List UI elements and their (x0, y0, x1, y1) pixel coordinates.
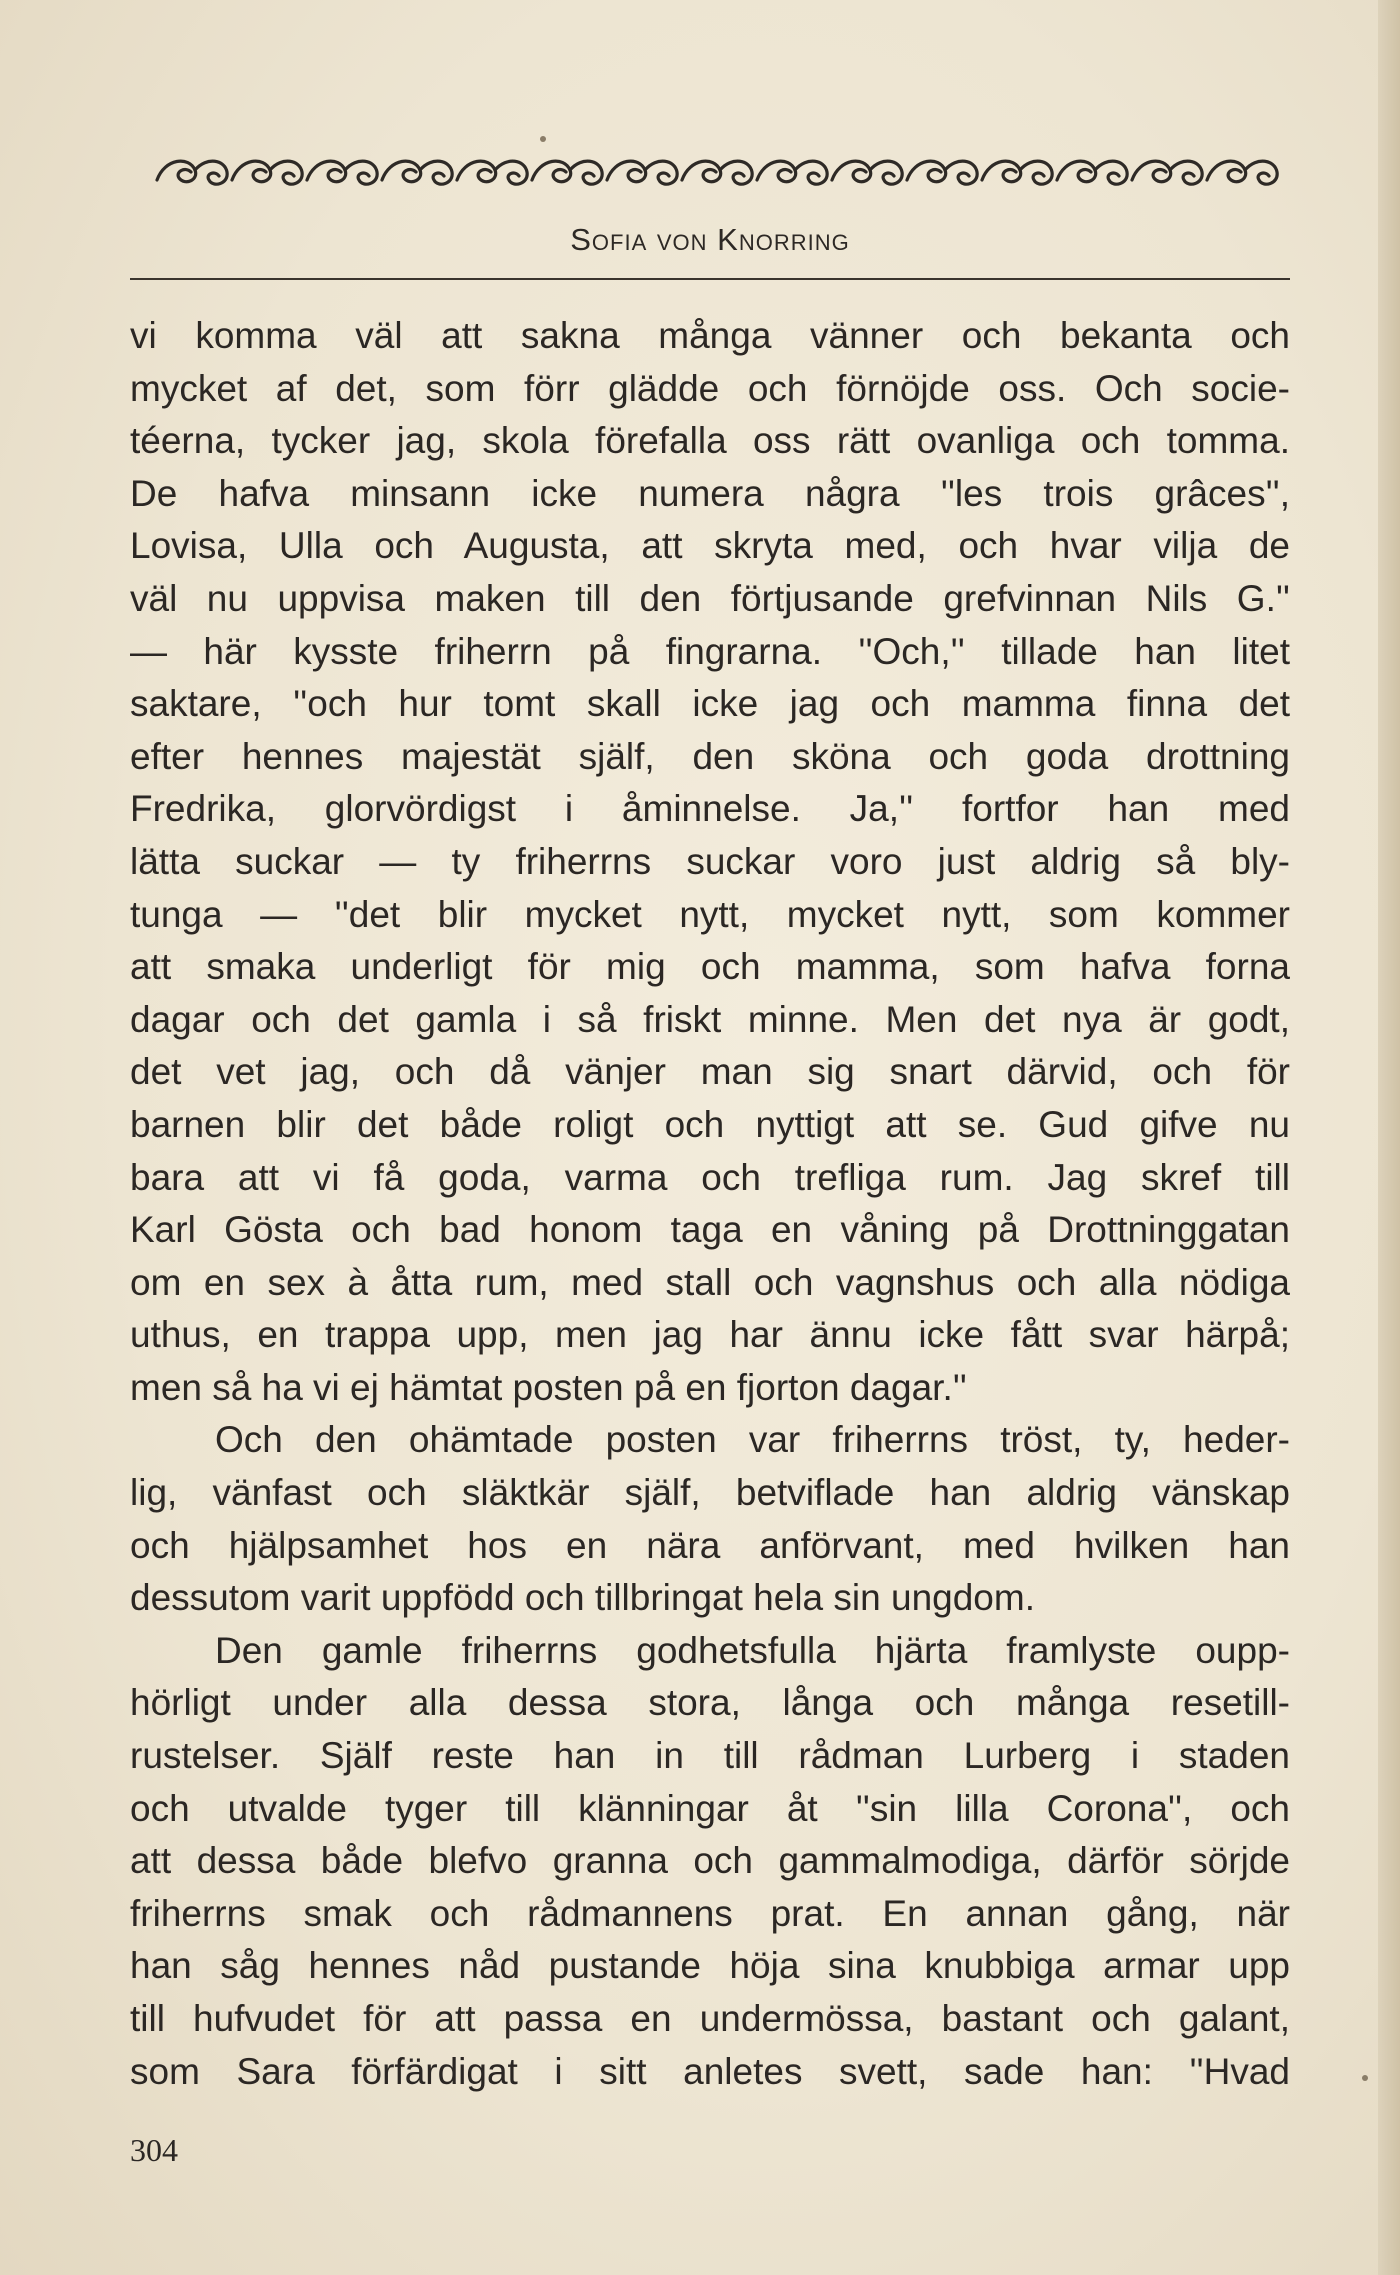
text-line: uthus, en trappa upp, men jag har ännu icke fått svar härpå; (130, 1314, 1290, 1356)
text-line: rustelser. Själf reste han in till rådman Lurberg i staden (130, 1735, 1290, 1777)
text-line: lig, vänfast och släktkär själf, betviflade han aldrig vänskap (130, 1472, 1290, 1514)
text-line: Och den ohämtade posten var friherrns tröst, ty, heder- (215, 1419, 1290, 1461)
text-line: Den gamle friherrns godhetsfulla hjärta framlyste oupp- (215, 1629, 1290, 1671)
text-line: till hufvudet för att passa en undermössa, bastant och galant, (130, 1998, 1290, 2039)
running-head: Sofia von Knorring (570, 222, 850, 257)
text-line: téerna, tycker jag, skola förefalla oss rätt ovanliga och tomma. (130, 420, 1290, 462)
page-edge-shadow (1378, 0, 1400, 2275)
text-line: barnen blir det både roligt och nyttigt att se. Gud gifve nu (130, 1103, 1290, 1145)
text-line: som Sara förfärdigat i sitt anletes svett, sade han: ''Hvad (130, 2050, 1290, 2092)
ink-speck (540, 136, 546, 142)
page-number: 304 (130, 2132, 178, 2168)
text-line: tunga — ''det blir mycket nytt, mycket nytt, som kommer (130, 893, 1290, 935)
text-line: lätta suckar — ty friherrns suckar voro just aldrig så bly- (130, 840, 1290, 882)
text-line: väl nu uppvisa maken till den förtjusande grefvinnan Nils G.'' (130, 577, 1290, 619)
text-line: det vet jag, och då vänjer man sig snart därvid, och för (130, 1051, 1290, 1093)
text-line: Fredrika, glorvördigst i åminnelse. Ja,'' fortfor han med (130, 788, 1290, 830)
text-line: om en sex à åtta rum, med stall och vagnshus och alla nödiga (130, 1261, 1290, 1303)
text-line: hörligt under alla dessa stora, långa och många resetill- (130, 1682, 1290, 1724)
text-line: dessutom varit uppfödd och tillbringat hela sin ungdom. (130, 1577, 1035, 1619)
text-line: vi komma väl att sakna många vänner och bekanta och (130, 315, 1290, 356)
text-line: De hafva minsann icke numera några ''les trois grâces'', (130, 472, 1290, 514)
body-text (130, 310, 1290, 2098)
scroll-wave-ornament-icon (155, 150, 1285, 196)
ink-speck (1362, 2075, 1368, 2081)
text-line: han såg hennes nåd pustande höja sina knubbiga armar upp (130, 1945, 1290, 1987)
text-line: dagar och det gamla i så friskt minne. Men det nya är godt, (130, 998, 1290, 1040)
text-line: bara att vi få goda, varma och trefliga rum. Jag skref till (130, 1156, 1290, 1198)
header-rule (130, 278, 1290, 280)
text-line: — här kysste friherrn på fingrarna. ''Och,'' tillade han litet (130, 630, 1290, 672)
text-line: men så ha vi ej hämtat posten på en fjorton dagar.'' (130, 1366, 967, 1408)
text-line: efter hennes majestät själf, den sköna och goda drottning (130, 735, 1290, 777)
text-line: friherrns smak och rådmannens prat. En annan gång, när (130, 1892, 1290, 1934)
text-line: att dessa både blefvo granna och gammalmodiga, därför sörjde (130, 1840, 1290, 1882)
text-line: Karl Gösta och bad honom taga en våning på Drottninggatan (130, 1209, 1290, 1251)
text-line: mycket af det, som förr glädde och förnöjde oss. Och socie- (130, 367, 1290, 409)
text-line: och utvalde tyger till klänningar åt ''sin lilla Corona'', och (130, 1787, 1290, 1829)
text-line: att smaka underligt för mig och mamma, som hafva forna (130, 946, 1290, 988)
text-line: Lovisa, Ulla och Augusta, att skryta med, och hvar vilja de (130, 525, 1290, 567)
text-line: och hjälpsamhet hos en nära anförvant, med hvilken han (130, 1524, 1290, 1566)
text-line: saktare, ''och hur tomt skall icke jag och mamma finna det (130, 683, 1290, 725)
